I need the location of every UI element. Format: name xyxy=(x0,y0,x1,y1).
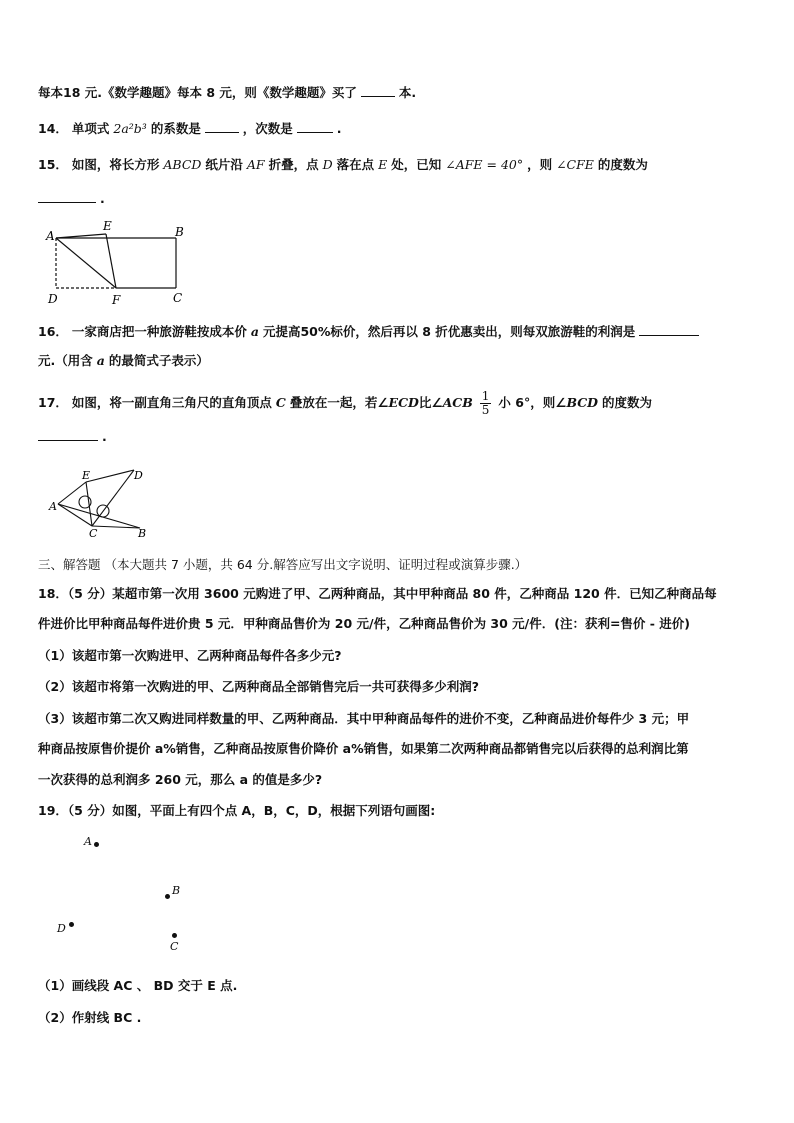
q17-angle-acb: ACB xyxy=(442,395,473,410)
q15-text-f: ，则 xyxy=(527,157,553,172)
q13-tail-line xyxy=(38,84,416,101)
q19-point-c xyxy=(172,933,177,938)
q19-sub2: （2）作射线 BC . xyxy=(38,1010,142,1025)
q15-rect-name: ABCD xyxy=(163,157,202,172)
q17-label-d: D xyxy=(134,469,143,482)
q17-label-c: C xyxy=(89,527,98,540)
q13-text-a: 每本18 元.《数学趣题》每本 8 元，则《数学趣题》买了 xyxy=(38,85,357,100)
q14-monomial: 2a²b³ xyxy=(113,121,147,136)
q15-text-e: 处，已知 xyxy=(391,157,442,172)
q17-label-a: A xyxy=(49,500,57,513)
q15-asked-angle: ∠CFE xyxy=(556,157,594,172)
q16-text-a: 一家商店把一种旅游鞋按成本价 xyxy=(71,324,247,339)
q15-point-e: E xyxy=(378,157,388,172)
q17-text-a: 如图，将一副直角三角尺的直角顶点 xyxy=(71,395,272,410)
q17-angle-ecd: ECD xyxy=(388,395,419,410)
q14-line xyxy=(38,120,342,137)
q18-sub1: （1）该超市第一次购进甲、乙两种商品每件各多少元? xyxy=(38,648,342,663)
section3-title: 三、解答题 （本大题共 7 小题，共 64 分.解答应写出文字说明、证明过程或演算步骤.） xyxy=(38,557,528,572)
q15-label-e: E xyxy=(103,219,112,233)
q16-text-b: 元提高50%标价，然后再以 8 折优惠卖出，则每双旅游鞋的利润是 xyxy=(262,324,636,339)
section3-heading xyxy=(38,557,527,573)
q15-text-g: 的度数为 xyxy=(597,157,648,172)
q15-answer-line xyxy=(38,190,105,207)
q15-text-c: 折叠，点 xyxy=(268,157,319,172)
q15-text-b: 纸片沿 xyxy=(205,157,243,172)
q15-label-b: B xyxy=(175,225,184,239)
q14-text-c: ，次数是 xyxy=(242,121,293,136)
q16-line2 xyxy=(38,353,209,369)
q15-text-a: 如图，将长方形 xyxy=(71,157,160,172)
q19-label-c: C xyxy=(170,940,179,953)
q17-answer-blank xyxy=(38,428,98,441)
q19-point-b xyxy=(165,894,170,899)
q18-sub3-line3: 一次获得的总利润多 260 元，那么 a 的值是多少? xyxy=(38,772,323,787)
q19-sub1: （1）画线段 AC 、 BD 交于 E 点. xyxy=(38,978,238,993)
q15-line xyxy=(38,157,648,173)
q17-text-e: 的度数为 xyxy=(602,395,653,410)
q17-answer-line xyxy=(38,428,107,445)
q18-sub2: （2）该超市将第一次购进的甲、乙两种商品全部销售完后一共可获得多少利润? xyxy=(38,679,479,694)
q17-number: 17． xyxy=(38,395,68,410)
q14-degree-blank xyxy=(297,120,333,133)
q14-number: 14． xyxy=(38,121,68,136)
q15-segment-ae xyxy=(56,234,106,238)
q14-text-a: 单项式 xyxy=(71,121,110,136)
q15-label-a: A xyxy=(46,229,55,243)
q17-label-e: E xyxy=(82,469,91,482)
q18-line2: 件进价比甲种商品每件进价贵 5 元．甲种商品售价为 20 元/件，乙种商品售价为 30 元/件．(注：获利=售价 - 进价) xyxy=(38,616,691,631)
q17-segment-ae xyxy=(58,482,86,504)
q15-answer-end: . xyxy=(99,191,105,206)
q17-point-c: C xyxy=(275,395,286,410)
q16-line xyxy=(38,323,699,340)
q14-text-d: . xyxy=(336,121,342,136)
q18-sub3-line1: （3）该超市第二次又购进同样数量的甲、乙两种商品．其中甲种商品每件的进价不变，乙种商品进价每件少 3 元；甲 xyxy=(38,711,690,726)
q15-number: 15． xyxy=(38,157,68,172)
q14-coefficient-blank xyxy=(205,120,239,133)
q15-figure xyxy=(44,218,194,308)
q17-angle-bcd: BCD xyxy=(566,395,599,410)
q19-label-a: A xyxy=(84,835,92,848)
q18-sub3-line2: 种商品按原售价提价 a%销售，乙种商品按原售价降价 a%销售，如果第二次两种商品都销售完以后获得的总利润比第 xyxy=(38,741,689,756)
q15-fold-line: AF xyxy=(246,157,265,172)
q17-label-b: B xyxy=(138,527,147,540)
q17-text-b: 叠放在一起，若∠ xyxy=(289,395,389,410)
q16-var-a-2: a xyxy=(96,353,105,368)
q15-point-d: D xyxy=(322,157,333,172)
q16-var-a: a xyxy=(250,324,259,339)
q17-fraction-denominator: 5 xyxy=(481,403,490,417)
q15-given-angle: ∠AFE = 40° xyxy=(445,157,524,172)
q15-label-d: D xyxy=(48,292,58,306)
q19-label-d: D xyxy=(57,922,66,935)
q17-text-c: 比∠ xyxy=(418,395,443,410)
q15-segment-af xyxy=(56,238,116,288)
q16-answer-blank xyxy=(639,323,699,336)
q19-point-d xyxy=(69,922,74,927)
q17-fraction-numerator: 1 xyxy=(481,389,490,403)
q19-point-a xyxy=(94,842,99,847)
q17-line xyxy=(38,390,652,417)
q16-line2-end: 的最简式子表示） xyxy=(108,353,209,368)
q17-answer-end: . xyxy=(101,429,107,444)
q17-figure xyxy=(44,462,164,544)
q16-line2-text: 元.（用含 xyxy=(38,353,93,368)
q15-label-c: C xyxy=(173,291,183,305)
q15-answer-blank xyxy=(38,190,96,203)
q17-text-d: 小 6°，则∠ xyxy=(498,395,567,410)
q18-line1: 18．（5 分）某超市第一次用 3600 元购进了甲、乙两种商品，其中甲种商品 80 件，乙种商品 120 件．已知乙种商品每 xyxy=(38,586,717,601)
q16-number: 16． xyxy=(38,324,68,339)
q19-label-b: B xyxy=(172,884,181,897)
q17-fraction xyxy=(480,390,492,417)
q14-text-b: 的系数是 xyxy=(150,121,201,136)
q15-label-f: F xyxy=(112,293,121,307)
q13-answer-blank xyxy=(361,84,395,97)
q15-text-d: 落在点 xyxy=(336,157,375,172)
q13-text-b: 本. xyxy=(398,85,417,100)
q15-segment-ef xyxy=(106,234,116,288)
q19-line1: 19．（5 分）如图，平面上有四个点 A，B，C，D，根据下列语句画图: xyxy=(38,803,436,818)
